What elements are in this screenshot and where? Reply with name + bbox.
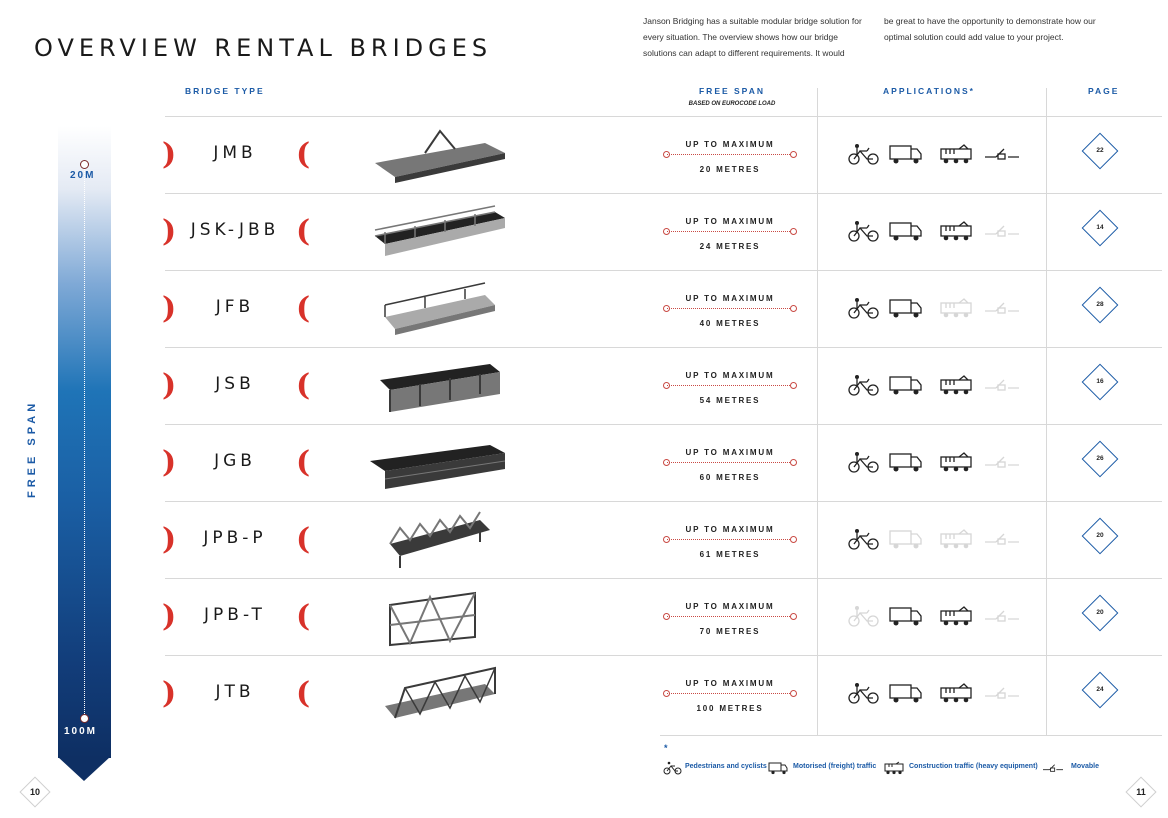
construction-vehicle-icon bbox=[939, 374, 973, 396]
page-number-left: 10 bbox=[19, 776, 50, 807]
bracket-right: ( bbox=[296, 214, 311, 249]
span-dotted-line bbox=[667, 308, 792, 309]
pedestrian-cyclist-icon bbox=[847, 528, 881, 550]
page-link-badge[interactable] bbox=[1082, 287, 1119, 324]
free-span-cell bbox=[662, 502, 798, 579]
bracket-left: ) bbox=[162, 676, 177, 711]
table-row bbox=[162, 656, 1162, 733]
truck-icon bbox=[889, 143, 923, 165]
span-dotted-line bbox=[667, 462, 792, 463]
page-link-badge[interactable] bbox=[1082, 210, 1119, 247]
span-max-label: UP TO MAXIMUM bbox=[685, 602, 775, 611]
construction-vehicle-icon bbox=[939, 220, 973, 242]
bridge-name: JPB-T bbox=[204, 605, 266, 625]
table-divider bbox=[660, 735, 1162, 736]
page-link-badge[interactable] bbox=[1082, 133, 1119, 170]
span-dotted-line bbox=[667, 616, 792, 617]
header-free-span-sub: BASED ON EUROCODE LOAD bbox=[688, 101, 776, 107]
page-link-badge[interactable] bbox=[1082, 595, 1119, 632]
construction-vehicle-icon bbox=[939, 682, 973, 704]
bridge-name: JPB-P bbox=[203, 528, 267, 548]
bracket-left: ) bbox=[162, 214, 177, 249]
construction-vehicle-icon bbox=[939, 143, 973, 165]
header-page: PAGE bbox=[1088, 86, 1120, 96]
page-link-number[interactable]: 14 bbox=[1096, 224, 1104, 231]
truck-icon bbox=[889, 682, 923, 704]
free-span-vertical-label: FREE SPAN bbox=[26, 399, 38, 498]
truck-icon bbox=[889, 605, 923, 627]
bridge-name: JTB bbox=[215, 682, 255, 702]
span-max-label: UP TO MAXIMUM bbox=[685, 294, 775, 303]
jtb-bridge-image bbox=[365, 662, 511, 726]
span-dotted-line bbox=[667, 539, 792, 540]
span-value: 40 METRES bbox=[699, 319, 761, 328]
pedestrian-cyclist-icon bbox=[847, 451, 881, 473]
bracket-right: ( bbox=[296, 368, 311, 403]
span-dotted-line bbox=[667, 693, 792, 694]
span-max-label: UP TO MAXIMUM bbox=[685, 448, 775, 457]
bracket-right: ( bbox=[296, 599, 311, 634]
movable-icon bbox=[1043, 761, 1063, 775]
pedestrian-cyclist-icon bbox=[847, 220, 881, 242]
header-applications: APPLICATIONS* bbox=[883, 86, 975, 96]
jpb-p-bridge-image bbox=[365, 508, 511, 572]
free-span-cell bbox=[662, 425, 798, 502]
span-end-dot bbox=[790, 690, 797, 697]
pedestrian-cyclist-icon bbox=[663, 761, 683, 775]
table-row bbox=[162, 348, 1162, 425]
movable-icon bbox=[985, 374, 1019, 396]
construction-vehicle-icon bbox=[939, 605, 973, 627]
span-end-dot bbox=[790, 459, 797, 466]
span-end-dot bbox=[790, 382, 797, 389]
bridge-name: JFB bbox=[215, 297, 255, 317]
free-span-cell bbox=[662, 348, 798, 425]
free-span-cell bbox=[662, 194, 798, 271]
legend-star: * bbox=[664, 743, 668, 753]
jsb-bridge-image bbox=[365, 354, 511, 418]
span-value: 70 METRES bbox=[699, 627, 761, 636]
bracket-right: ( bbox=[296, 522, 311, 557]
bracket-right: ( bbox=[296, 676, 311, 711]
legend-construction: Construction traffic (heavy equipment) bbox=[909, 763, 1038, 770]
pedestrian-cyclist-icon bbox=[847, 143, 881, 165]
truck-icon bbox=[889, 220, 923, 242]
free-span-cell bbox=[662, 271, 798, 348]
construction-vehicle-icon bbox=[884, 761, 904, 775]
span-value: 54 METRES bbox=[699, 396, 761, 405]
bracket-left: ) bbox=[162, 599, 177, 634]
movable-icon bbox=[985, 143, 1019, 165]
page-link-number[interactable]: 16 bbox=[1096, 378, 1104, 385]
pedestrian-cyclist-icon bbox=[847, 682, 881, 704]
construction-vehicle-icon bbox=[939, 297, 973, 319]
truck-icon bbox=[889, 451, 923, 473]
page-link-number[interactable]: 24 bbox=[1096, 686, 1104, 693]
table-row bbox=[162, 579, 1162, 656]
bracket-right: ( bbox=[296, 445, 311, 480]
page-link-badge[interactable] bbox=[1082, 518, 1119, 555]
header-bridge-type: BRIDGE TYPE bbox=[185, 86, 265, 96]
span-max-label: UP TO MAXIMUM bbox=[685, 371, 775, 380]
span-max-label: UP TO MAXIMUM bbox=[685, 679, 775, 688]
intro-text-col1: Janson Bridging has a suitable modular bridge solution for every situation. The overview shows how our bridge solutions can adapt to different requirements. It would bbox=[643, 16, 862, 58]
jpb-t-bridge-image bbox=[365, 585, 511, 649]
construction-vehicle-icon bbox=[939, 528, 973, 550]
free-span-cell bbox=[662, 656, 798, 733]
span-max-label: UP TO MAXIMUM bbox=[685, 525, 775, 534]
span-end-dot bbox=[790, 228, 797, 235]
span-max-label: UP TO MAXIMUM bbox=[685, 140, 775, 149]
span-end-dot bbox=[790, 151, 797, 158]
free-span-cell bbox=[662, 117, 798, 194]
span-value: 24 METRES bbox=[699, 242, 761, 251]
table-row bbox=[162, 502, 1162, 579]
span-value: 61 METRES bbox=[699, 550, 761, 559]
page-link-number[interactable]: 20 bbox=[1096, 532, 1104, 539]
bridge-name: JSK-JBB bbox=[190, 220, 280, 240]
table-row bbox=[162, 271, 1162, 348]
bracket-left: ) bbox=[162, 291, 177, 326]
span-top-marker bbox=[80, 160, 89, 169]
pedestrian-cyclist-icon bbox=[847, 374, 881, 396]
movable-icon bbox=[985, 605, 1019, 627]
page-link-badge[interactable] bbox=[1082, 441, 1119, 478]
truck-icon bbox=[889, 374, 923, 396]
legend-pedestrians: Pedestrians and cyclists bbox=[685, 763, 767, 770]
intro-text-col2: be great to have the opportunity to demonstrate how our optimal solution could add value to your project. bbox=[884, 16, 1096, 42]
page-link-number[interactable]: 20 bbox=[1096, 609, 1104, 616]
span-bottom-label: 100M bbox=[64, 726, 98, 737]
page-link-badge[interactable] bbox=[1082, 672, 1119, 709]
span-dotted-line bbox=[667, 385, 792, 386]
truck-icon bbox=[889, 528, 923, 550]
span-end-dot bbox=[790, 536, 797, 543]
jsk-jbb-bridge-image bbox=[365, 200, 511, 264]
bracket-left: ) bbox=[162, 445, 177, 480]
bracket-left: ) bbox=[162, 522, 177, 557]
pedestrian-cyclist-icon bbox=[847, 297, 881, 319]
jmb-bridge-image bbox=[365, 123, 511, 187]
span-top-label: 20M bbox=[70, 170, 96, 181]
span-value: 20 METRES bbox=[699, 165, 761, 174]
movable-icon bbox=[985, 220, 1019, 242]
pedestrian-cyclist-icon bbox=[847, 605, 881, 627]
movable-icon bbox=[985, 528, 1019, 550]
table-row bbox=[162, 425, 1162, 502]
free-span-dotted-line bbox=[84, 168, 85, 716]
span-max-label: UP TO MAXIMUM bbox=[685, 217, 775, 226]
movable-icon bbox=[985, 451, 1019, 473]
span-dotted-line bbox=[667, 154, 792, 155]
page-link-badge[interactable] bbox=[1082, 364, 1119, 401]
span-bottom-marker bbox=[80, 714, 89, 723]
page-link-number[interactable]: 22 bbox=[1096, 147, 1104, 154]
span-value: 60 METRES bbox=[699, 473, 761, 482]
legend-motorised: Motorised (freight) traffic bbox=[793, 763, 877, 770]
truck-icon bbox=[768, 761, 788, 775]
page-number-right: 11 bbox=[1125, 776, 1156, 807]
span-value: 100 METRES bbox=[696, 704, 764, 713]
legend-movable: Movable bbox=[1071, 763, 1100, 770]
header-free-span: FREE SPAN bbox=[698, 86, 766, 96]
free-span-arrow-tip bbox=[58, 757, 110, 781]
bracket-right: ( bbox=[296, 291, 311, 326]
construction-vehicle-icon bbox=[939, 451, 973, 473]
jfb-bridge-image bbox=[365, 277, 511, 341]
page-title: OVERVIEW RENTAL BRIDGES bbox=[34, 34, 493, 62]
bracket-right: ( bbox=[296, 137, 311, 172]
jgb-bridge-image bbox=[365, 431, 511, 495]
movable-icon bbox=[985, 682, 1019, 704]
movable-icon bbox=[985, 297, 1019, 319]
table-row bbox=[162, 117, 1162, 194]
bridge-name: JMB bbox=[213, 143, 257, 163]
page-link-number[interactable]: 28 bbox=[1096, 301, 1104, 308]
truck-icon bbox=[889, 297, 923, 319]
span-dotted-line bbox=[667, 231, 792, 232]
bracket-left: ) bbox=[162, 137, 177, 172]
page-link-number[interactable]: 26 bbox=[1096, 455, 1104, 462]
bridge-name: JSB bbox=[215, 374, 255, 394]
free-span-cell bbox=[662, 579, 798, 656]
bracket-left: ) bbox=[162, 368, 177, 403]
table-row bbox=[162, 194, 1162, 271]
span-end-dot bbox=[790, 613, 797, 620]
bridge-name: JGB bbox=[214, 451, 256, 471]
span-end-dot bbox=[790, 305, 797, 312]
